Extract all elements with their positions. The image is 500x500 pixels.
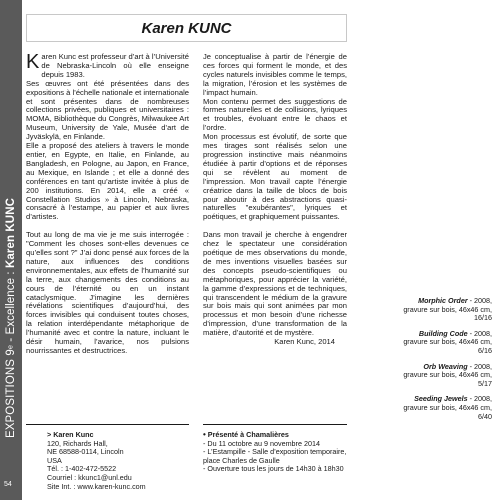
sidebar-separator: - Excellence : xyxy=(5,268,17,346)
sidebar-band xyxy=(0,0,22,500)
work-title: Seeding Jewels xyxy=(414,394,468,404)
exhibition-hours: - Ouverture tous les jours de 14h30 à 18h30 xyxy=(203,464,344,474)
sidebar-section: EXPOSITIONS 9 xyxy=(5,349,17,438)
contact-phone: Tél. : 1-402-472-5522 xyxy=(47,464,117,474)
workshops-paragraph: Elle a proposé des ateliers à travers le monde entier, en Egypte, en Italie, en Finlande, au Bangladesh, en Pologne, au Japon, en France, au Mexique, en Islande ; et elle a donné des conférences en tant qu’artiste invitée à plus de 200 institutions. En 2014, elle a créé « Constellation Studios » à Lincoln, Nebraska, consacré à l’estampe, au papier et aux livres d’artistes. xyxy=(26,141,189,222)
work-caption xyxy=(352,363,492,389)
work-edition: 6/16 xyxy=(478,345,492,355)
work-year: - 2008, xyxy=(467,394,492,404)
work-technique: gravure sur bois, 46x46 cm, xyxy=(403,304,492,314)
exhibition-dates: - Du 11 octobre au 9 novembre 2014 xyxy=(203,438,320,448)
work-technique: gravure sur bois, 46x46 cm, xyxy=(403,337,492,347)
sidebar-running-head xyxy=(0,0,22,500)
work-technique: gravure sur bois, 46x46 cm, xyxy=(403,370,492,380)
contact-website[interactable]: Site Int. : www.karen-kunc.com xyxy=(47,481,146,491)
dropcap: K xyxy=(26,51,40,73)
exhibition-venue-place: place Charles de Gaulle xyxy=(203,455,280,465)
exhibition-venue: - L’Estampille - Salle d’exposition temporaire, xyxy=(203,447,347,457)
work-caption xyxy=(352,297,492,323)
signature: Karen Kunc, 2014 xyxy=(274,337,335,347)
intro-paragraph xyxy=(26,53,189,80)
contact-block xyxy=(47,431,197,491)
contact-email[interactable]: Courriel : kkunc1@unl.edu xyxy=(47,472,132,482)
work-year: - 2008, xyxy=(467,328,492,338)
contact-name-prefix: > xyxy=(47,430,54,439)
page-title: Karen KUNC xyxy=(141,19,232,37)
footer-divider-left xyxy=(26,424,189,425)
contact-country: USA xyxy=(47,455,62,465)
work-title: Morphic Order xyxy=(418,296,468,305)
bullet-icon: • xyxy=(203,430,206,439)
work-title: Building Code xyxy=(418,328,468,338)
exhibition-info xyxy=(203,431,353,474)
contact-city-line: NE 68588-0114, Lincoln xyxy=(47,447,124,457)
title-box xyxy=(26,14,347,42)
contact-address-line: 120, Richards Hall, xyxy=(47,438,108,448)
statement-paragraph-4: Mon processus est évolutif, de sorte que mes tirages sont réalisés selon une progression instinctive mais néanmoins étudiée à partir d’options et de réponses qui se révèlent au moment de l’impression. Mon travail capte l’énergie créatrice dans la taille de blocs de bois pour aboutir à des abstractions quasi-naturelles "exubérantes", lyriques et poétiques, et graphiquement puissantes. xyxy=(203,132,347,222)
exhibition-heading-text: Présenté à Chamalières xyxy=(205,430,289,439)
left-text-column xyxy=(26,53,189,356)
work-edition: 16/16 xyxy=(474,313,492,323)
contact-name-text: Karen Kunc xyxy=(53,430,94,439)
statement-paragraph-1: Tout au long de ma vie je me suis interrogée : "Comment les choses sont-elles devenues ce qu’elles sont ?" J’ai donc pensé aux forces de la nature, aux influences des conditions environnementales, aux effets de l’humanité sur la terre, aux changements des conditions au cours de l’éternité ou en un instant cataclysmique. J’imagine les dernières révélations scientifiques d’aujourd’hui, des forces invisibles qui conduisent toutes choses, la relation interdépendante métaphorique de l’humanité avec et contre la nature, incluant le désir humain, l’avarice, nos pulsions nourrissantes et destructrices. xyxy=(26,230,189,355)
work-year: - 2008, xyxy=(467,296,492,305)
work-technique: gravure sur bois, 46x46 cm, xyxy=(403,402,492,412)
work-caption xyxy=(352,395,492,421)
work-year: - 2008, xyxy=(467,361,492,371)
sidebar-superscript: e xyxy=(7,345,15,350)
work-caption xyxy=(352,330,492,356)
statement-paragraph-3: Mon contenu permet des suggestions de formes naturelles et de collisions, lyriques et troubles, évoluant entre le chaos et l’ordre. xyxy=(203,96,347,133)
right-text-column xyxy=(203,53,347,347)
statement-paragraph-2: Je conceptualise à partir de l’énergie de ces forces qui forment le monde, et des cycles naturels invisibles comme le temps, la migration, l’érosion et les systèmes de l’impact humain. xyxy=(203,52,347,97)
work-edition: 6/40 xyxy=(478,411,492,421)
collections-paragraph: Ses œuvres ont été présentées dans des expositions à l’échelle nationale et internationale et sont présentes dans de nombreuses collections privées, publiques et universitaires : MOMA, Bibliothèque du Congrès, Milwaukee Art Museum, University de Yale, Musée d’art de Jyväskylä, en Finlande. xyxy=(26,78,189,142)
work-edition: 5/17 xyxy=(478,378,492,388)
work-title: Orb Weaving xyxy=(423,361,468,371)
statement-paragraph-5: Dans mon travail je cherche à engendrer chez le spectateur une considération poétique de mes observations du monde, de mes inventions visuelles basées sur des concepts pseudo-scientifiques ou métaphoriques, pour apprécier la variété, la gamme d’expressions et de techniques, qui transcendent le médium de la gravure sur bois mais qui sont animées par mon processus et mon besoin d’une richesse d’impression, d’une transformation de la matière, d’autorité et de mystère. xyxy=(203,230,347,338)
works-captions xyxy=(352,297,492,428)
intro-paragraph-text: aren Kunc est professeur d’art à l’Université de Nebraska-Lincoln où elle enseigne depuis 1983. xyxy=(41,52,189,79)
footer-divider-right xyxy=(203,424,347,425)
page-number: 54 xyxy=(4,481,12,488)
sidebar-artist: Karen KUNC xyxy=(5,198,17,269)
